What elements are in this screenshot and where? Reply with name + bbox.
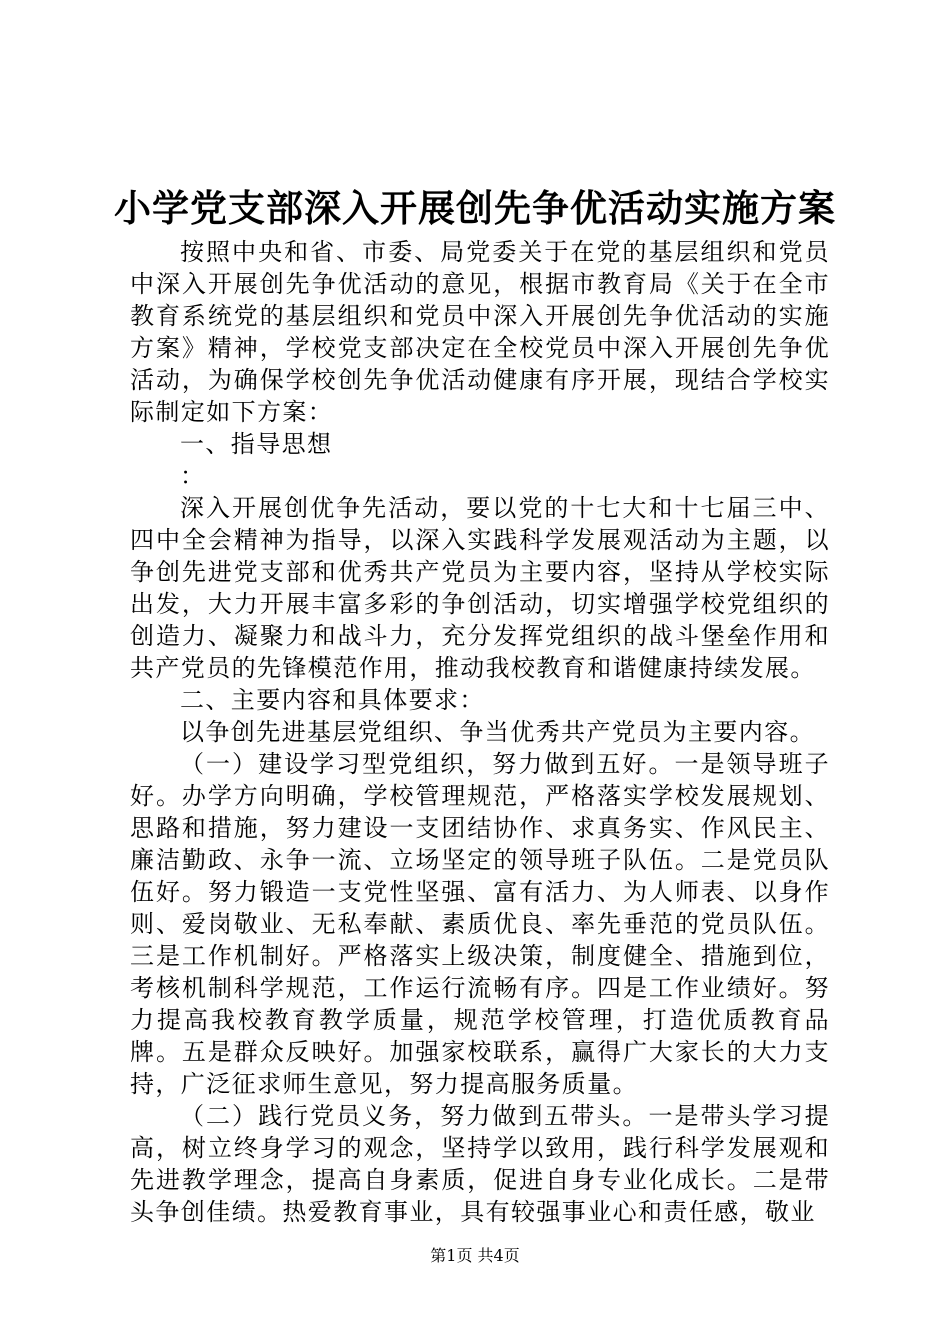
intro-paragraph: 按照中央和省、市委、局党委关于在党的基层组织和党员中深入开展创先争优活动的意见，根据市教育局《关于在全市教育系统党的基层组织和党员中深入开展创先争优活动的实施方案》精神，学校党支部决定在全校党员中深入开展创先争优活动，为确保学校创先争优活动健康有序开展，现结合学校实际制定如下方案： [130, 238, 830, 426]
section-heading-main-content: 二、主要内容和具体要求： [180, 686, 485, 714]
section-heading-guiding-ideology: 一、指导思想 [180, 430, 333, 458]
stray-colon: ： [180, 462, 206, 490]
page-footer: 第1页 共4页 [430, 1246, 520, 1265]
document-body [130, 236, 830, 1228]
five-leads-paragraph: （二）践行党员义务，努力做到五带头。一是带头学习提高，树立终身学习的观念，坚持学以致用，践行科学发展观和先进教学理念，提高自身素质，促进自身专业化成长。二是带头争创佳绩。热爱教育事业，具有较强事业心和责任感，敬业 [130, 1102, 830, 1226]
document-title: 小学党支部深入开展创先争优活动实施方案 [114, 186, 836, 230]
main-content-paragraph: 以争创先进基层党组织、争当优秀共产党员为主要内容。 [180, 718, 815, 746]
five-goods-paragraph: （一）建设学习型党组织，努力做到五好。一是领导班子好。办学方向明确，学校管理规范，严格落实学校发展规划、思路和措施，努力建设一支团结协作、求真务实、作风民主、廉洁勤政、永争一流、立场坚定的领导班子队伍。二是党员队伍好。努力锻造一支党性坚强、富有活力、为人师表、以身作则、爱岗敬业、无私奉献、素质优良、率先垂范的党员队伍。三是工作机制好。严格落实上级决策，制度健全、措施到位，考核机制科学规范，工作运行流畅有序。四是工作业绩好。努力提高我校教育教学质量，规范学校管理，打造优质教育品牌。五是群众反映好。加强家校联系，赢得广大家长的大力支持，广泛征求师生意见，努力提高服务质量。 [130, 750, 830, 1098]
guiding-ideology-paragraph: 深入开展创优争先活动，要以党的十七大和十七届三中、四中全会精神为指导，以深入实践科学发展观活动为主题，以争创先进党支部和优秀共产党员为主要内容，坚持从学校实际出发，大力开展丰富多彩的争创活动，切实增强学校党组织的创造力、凝聚力和战斗力，充分发挥党组织的战斗堡垒作用和共产党员的先锋模范作用，推动我校教育和谐健康持续发展。 [130, 494, 830, 682]
